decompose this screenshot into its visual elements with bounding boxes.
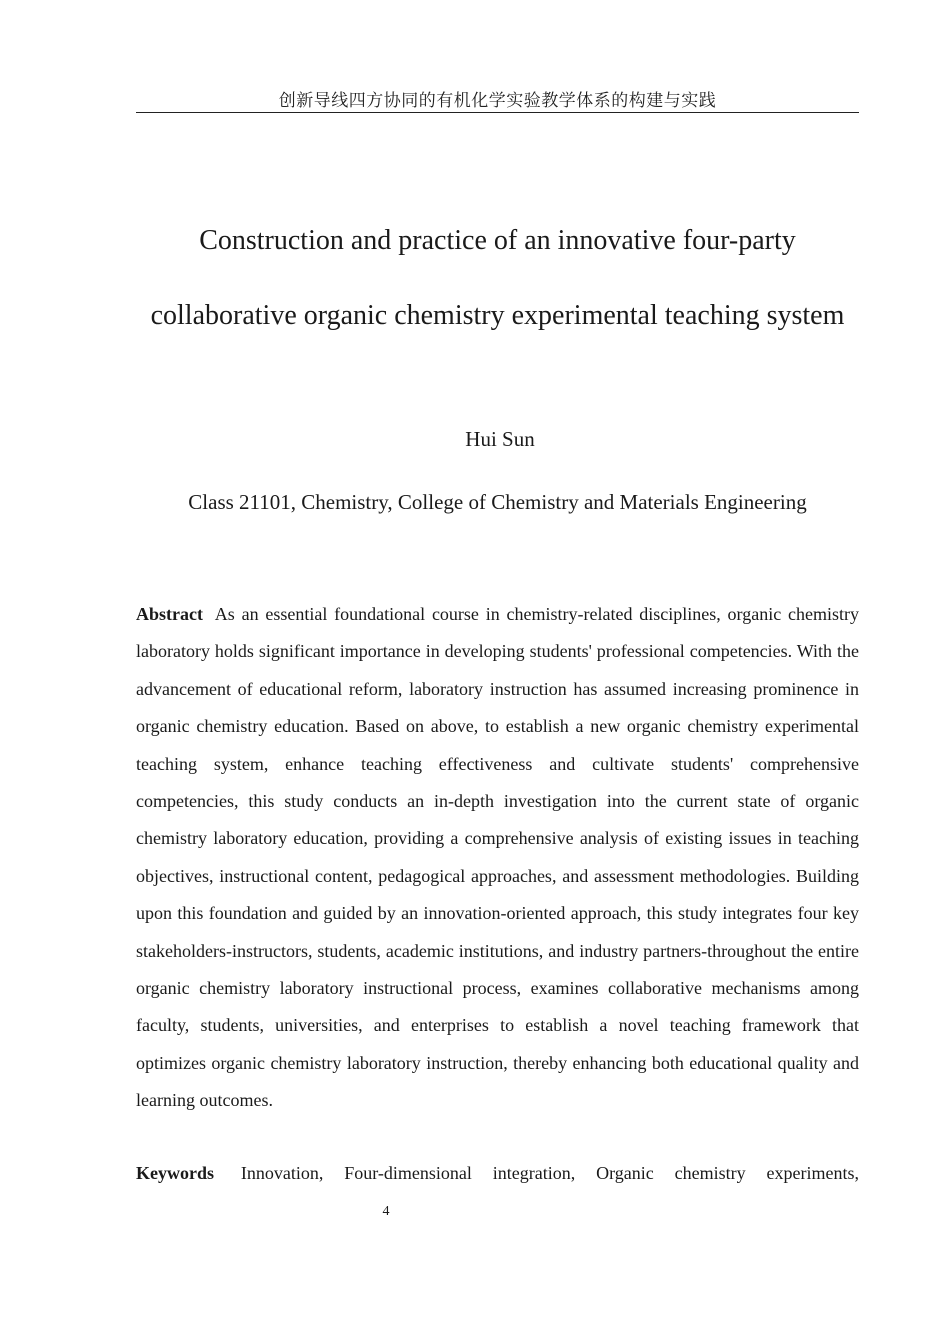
paper-title-line-1: Construction and practice of an innovative four-party: [199, 225, 796, 256]
paper-title: [100, 203, 895, 353]
author-affiliation: Class 21101, Chemistry, College of Chemistry and Materials Engineering: [188, 490, 807, 514]
author-name: Hui Sun: [465, 427, 535, 451]
keywords-label: Keywords: [136, 1163, 214, 1183]
keywords: [136, 1156, 859, 1190]
abstract: [136, 596, 859, 1120]
page-number: 4: [382, 1204, 390, 1219]
keywords-text: Innovation, Four-dimensional integration, Organic chemistry experiments,: [240, 1163, 859, 1183]
paper-title-line-2: collaborative organic chemistry experimental teaching system: [150, 300, 845, 331]
running-header: 创新导线四方协同的有机化学实验教学体系的构建与实践: [136, 91, 859, 113]
abstract-label: Abstract: [136, 604, 203, 624]
abstract-text: As an essential foundational course in chemistry-related disciplines, organic chemistry laboratory holds significant importance in developing students' professional competencies. With the advancement of educational reform, laboratory instruction has assumed increasing prominence in organic chemistry education. Based on above, to establish a new organic chemistry experimental teaching system, enhance teaching effectiveness and cultivate students' comprehensive competencies, this study conducts an in-depth investigation into the current state of organic chemistry laboratory education, providing a comprehensive analysis of existing issues in teaching objectives, instructional content, pedagogical approaches, and assessment methodologies. Building upon this foundation and guided by an innovation-oriented approach, this study integrates four key stakeholders-instructors, students, academic institutions, and industry partners-throughout the entire organic chemistry laboratory instructional process, examines collaborative mechanisms among faculty, students, universities, and enterprises to establish a novel teaching framework that optimizes organic chemistry laboratory instruction, thereby enhancing both educational quality and learning outcomes.: [136, 604, 859, 1111]
